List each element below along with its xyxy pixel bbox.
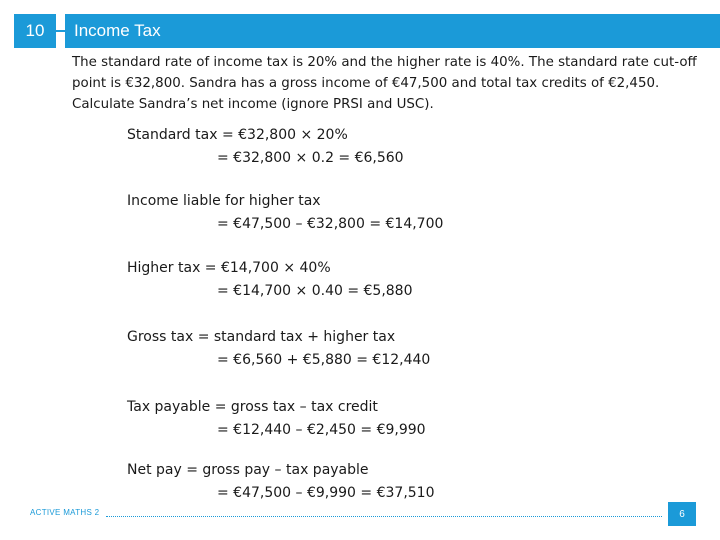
step-calculation: = €32,800 × 0.2 = €6,560 [217, 150, 404, 166]
step-line: Tax payable = gross tax – tax credit [127, 399, 378, 415]
step-net-pay [127, 459, 435, 505]
title-bar [65, 14, 720, 48]
step-gross-tax [127, 326, 430, 372]
footer-divider [106, 516, 662, 517]
page-number: 6 [668, 502, 696, 526]
step-calculation: = €12,440 – €2,450 = €9,990 [217, 422, 426, 438]
step-income-liable [127, 190, 443, 236]
question-text: The standard rate of income tax is 20% and the higher rate is 40%. The standard rate cut-off point is €32,800. Sandra has a gross income of €47,500 and total tax credits of €2,450. Calculate Sandra’s net income (ignore PRSI and USC). [72, 55, 697, 112]
header-connector [56, 30, 65, 32]
step-standard-tax [127, 124, 404, 170]
footer-book-label: ACTIVE MATHS 2 [30, 508, 100, 517]
step-tax-payable [127, 396, 426, 442]
step-calculation: = €47,500 – €9,990 = €37,510 [217, 485, 435, 501]
step-line: Higher tax = €14,700 × 40% [127, 260, 331, 276]
page-title: Income Tax [74, 21, 161, 40]
step-calculation: = €6,560 + €5,880 = €12,440 [217, 352, 431, 368]
step-line: Net pay = gross pay – tax payable [127, 462, 369, 478]
step-calculation: = €47,500 – €32,800 = €14,700 [217, 216, 444, 232]
step-calculation: = €14,700 × 0.40 = €5,880 [217, 283, 413, 299]
step-line: Standard tax = €32,800 × 20% [127, 127, 348, 143]
step-line: Income liable for higher tax [127, 193, 321, 209]
chapter-number-badge: 10 [14, 14, 56, 48]
step-line: Gross tax = standard tax + higher tax [127, 329, 396, 345]
step-higher-tax [127, 257, 413, 303]
